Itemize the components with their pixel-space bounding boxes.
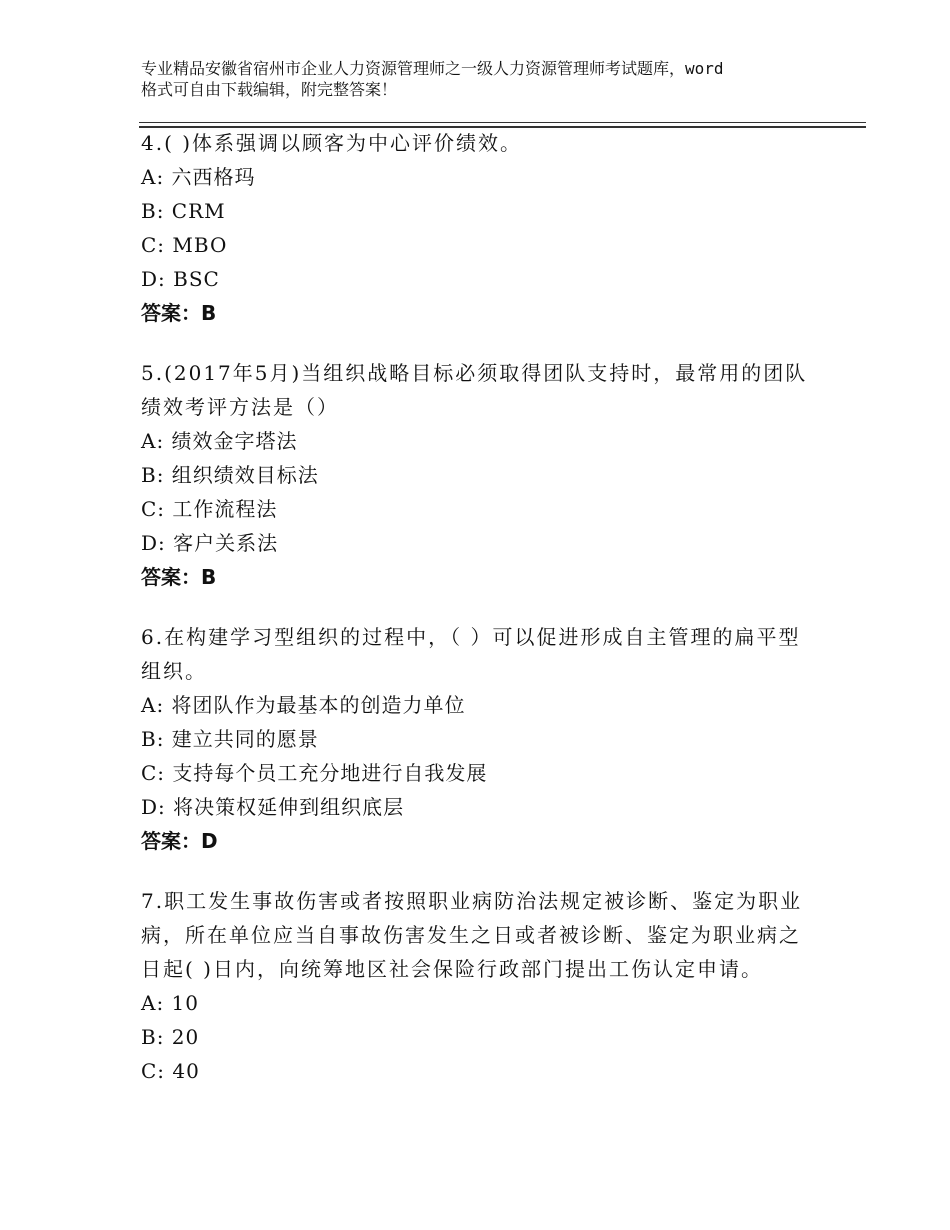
document-header (141, 58, 831, 100)
header-line-2: 格式可自由下载编辑，附完整答案！ (141, 80, 398, 99)
question-5 (141, 356, 841, 594)
question-text: 4.( )体系强调以顾客为中心评价绩效。 (141, 131, 523, 155)
question-text: 日起( )日内，向统筹地区社会保险行政部门提出工伤认定申请。 (141, 957, 763, 981)
answer-label: 答案：B (141, 565, 217, 589)
question-4 (141, 126, 841, 330)
option-a: A: 将团队作为最基本的创造力单位 (141, 693, 466, 717)
question-list (141, 126, 841, 1114)
answer-label: 答案：D (141, 829, 218, 853)
question-text: 7.职工发生事故伤害或者按照职业病防治法规定被诊断、鉴定为职业 (141, 889, 803, 913)
question-text: 6.在构建学习型组织的过程中，（ ）可以促进形成自主管理的扁平型 (141, 625, 801, 649)
option-b: B: 组织绩效目标法 (141, 463, 319, 487)
option-a: A: 绩效金字塔法 (141, 429, 298, 453)
option-c: C: 支持每个员工充分地进行自我发展 (141, 761, 488, 785)
option-c: C: 40 (141, 1059, 200, 1083)
question-text: 组织。 (141, 659, 207, 683)
option-a: A: 10 (141, 991, 199, 1015)
option-d: D: 客户关系法 (141, 531, 279, 555)
question-6 (141, 620, 841, 858)
answer-label: 答案：B (141, 301, 217, 325)
header-line-1: 专业精品安徽省宿州市企业人力资源管理师之一级人力资源管理师考试题库，word (141, 59, 724, 78)
option-c: C: 工作流程法 (141, 497, 278, 521)
option-d: D: BSC (141, 267, 220, 291)
option-c: C: MBO (141, 233, 228, 257)
header-divider-thin (139, 122, 866, 123)
option-b: B: CRM (141, 199, 226, 223)
question-text: 病，所在单位应当自事故伤害发生之日或者被诊断、鉴定为职业病之 (141, 923, 801, 947)
question-7 (141, 884, 841, 1088)
option-b: B: 建立共同的愿景 (141, 727, 319, 751)
option-b: B: 20 (141, 1025, 200, 1049)
question-text: 5.(2017年5月)当组织战略目标必须取得团队支持时，最常用的团队 (141, 361, 808, 385)
option-d: D: 将决策权延伸到组织底层 (141, 795, 405, 819)
question-text: 绩效考评方法是（） (141, 395, 339, 419)
option-a: A: 六西格玛 (141, 165, 256, 189)
